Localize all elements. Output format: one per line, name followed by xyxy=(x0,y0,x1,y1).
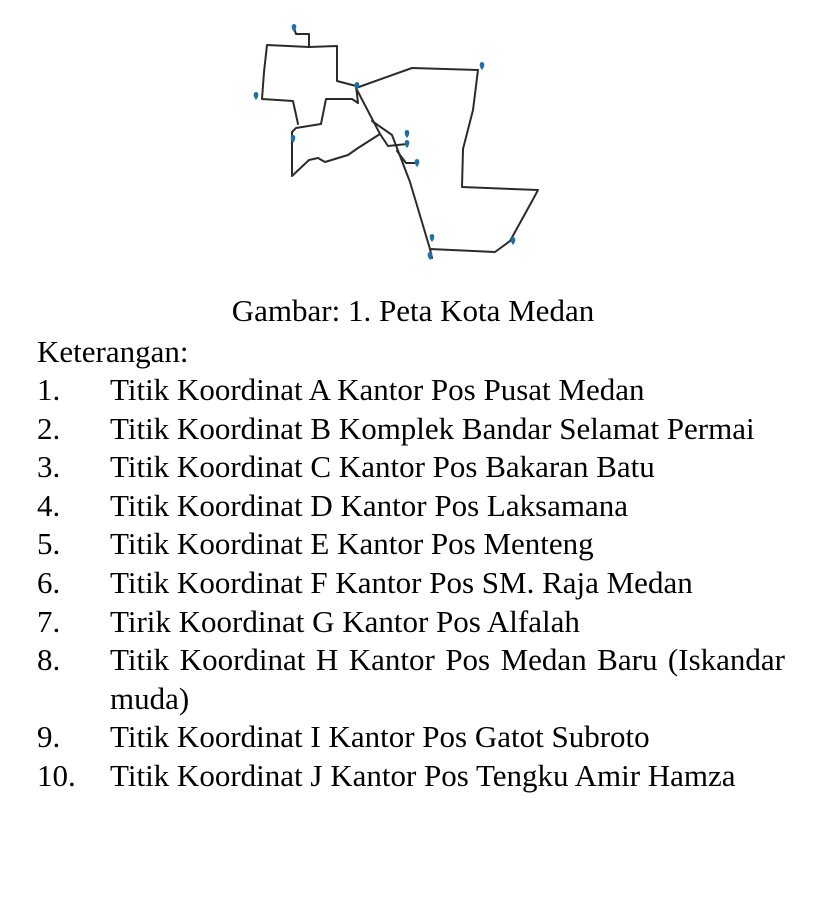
legend-item-text: Titik Koordinat E Kantor Pos Menteng xyxy=(110,526,594,562)
legend-item xyxy=(37,718,785,757)
legend-list xyxy=(37,371,785,796)
location-pin-icon xyxy=(415,159,420,167)
legend-item-text: Titik Koordinat H Kantor Pos Medan Baru (Iskandar muda) xyxy=(110,642,785,716)
legend-item-text: Titik Koordinat F Kantor Pos SM. Raja Medan xyxy=(110,564,693,600)
legend-item-text: Tirik Koordinat G Kantor Pos Alfalah xyxy=(110,603,580,639)
location-pin-icon xyxy=(430,234,435,242)
legend-item-text: Titik Koordinat C Kantor Pos Bakaran Batu xyxy=(110,449,655,485)
route-map-figure xyxy=(0,0,826,280)
legend-item xyxy=(37,410,785,449)
location-pin-icon xyxy=(511,237,516,245)
legend-item-number: 7. xyxy=(37,603,61,639)
figure-caption: Gambar: 1. Peta Kota Medan xyxy=(231,293,595,328)
legend-item-number: 1. xyxy=(37,372,61,407)
route-line-north-branch xyxy=(262,45,309,124)
legend-item xyxy=(37,603,785,642)
legend-item xyxy=(37,371,785,410)
route-map xyxy=(0,0,826,280)
legend-item-number: 9. xyxy=(37,719,61,755)
location-pin-icon xyxy=(405,140,410,148)
legend-title: Keterangan: xyxy=(37,334,189,369)
location-pin-icon xyxy=(480,62,485,70)
legend-item xyxy=(37,641,785,718)
legend-item xyxy=(37,448,785,487)
legend-item-number: 2. xyxy=(37,410,61,446)
legend-item xyxy=(37,525,785,564)
legend-item-text: Titik Koordinat I Kantor Pos Gatot Subroto xyxy=(110,719,650,755)
route-line-west-loop xyxy=(292,28,380,176)
legend-item xyxy=(37,757,785,796)
legend-item xyxy=(37,487,785,526)
legend-item-number: 3. xyxy=(37,449,61,485)
legend-item-text: Titik Koordinat A Kantor Pos Pusat Medan xyxy=(110,372,645,407)
route-line-east-loop xyxy=(356,68,538,252)
legend-item-number: 4. xyxy=(37,487,61,523)
legend-item-number: 5. xyxy=(37,526,61,562)
legend-item-number: 6. xyxy=(37,564,61,600)
location-pin-icon xyxy=(405,130,410,138)
legend-item-text: Titik Koordinat D Kantor Pos Laksamana xyxy=(110,487,629,523)
legend-item xyxy=(37,564,785,603)
legend-item-number: 8. xyxy=(37,642,61,678)
legend-item-text: Titik Koordinat J Kantor Pos Tengku Amir Hamza xyxy=(110,757,736,793)
legend-item-number: 10. xyxy=(37,757,76,793)
location-pin-icon xyxy=(254,92,259,100)
legend-item-text: Titik Koordinat B Komplek Bandar Selamat Permai xyxy=(110,410,755,446)
